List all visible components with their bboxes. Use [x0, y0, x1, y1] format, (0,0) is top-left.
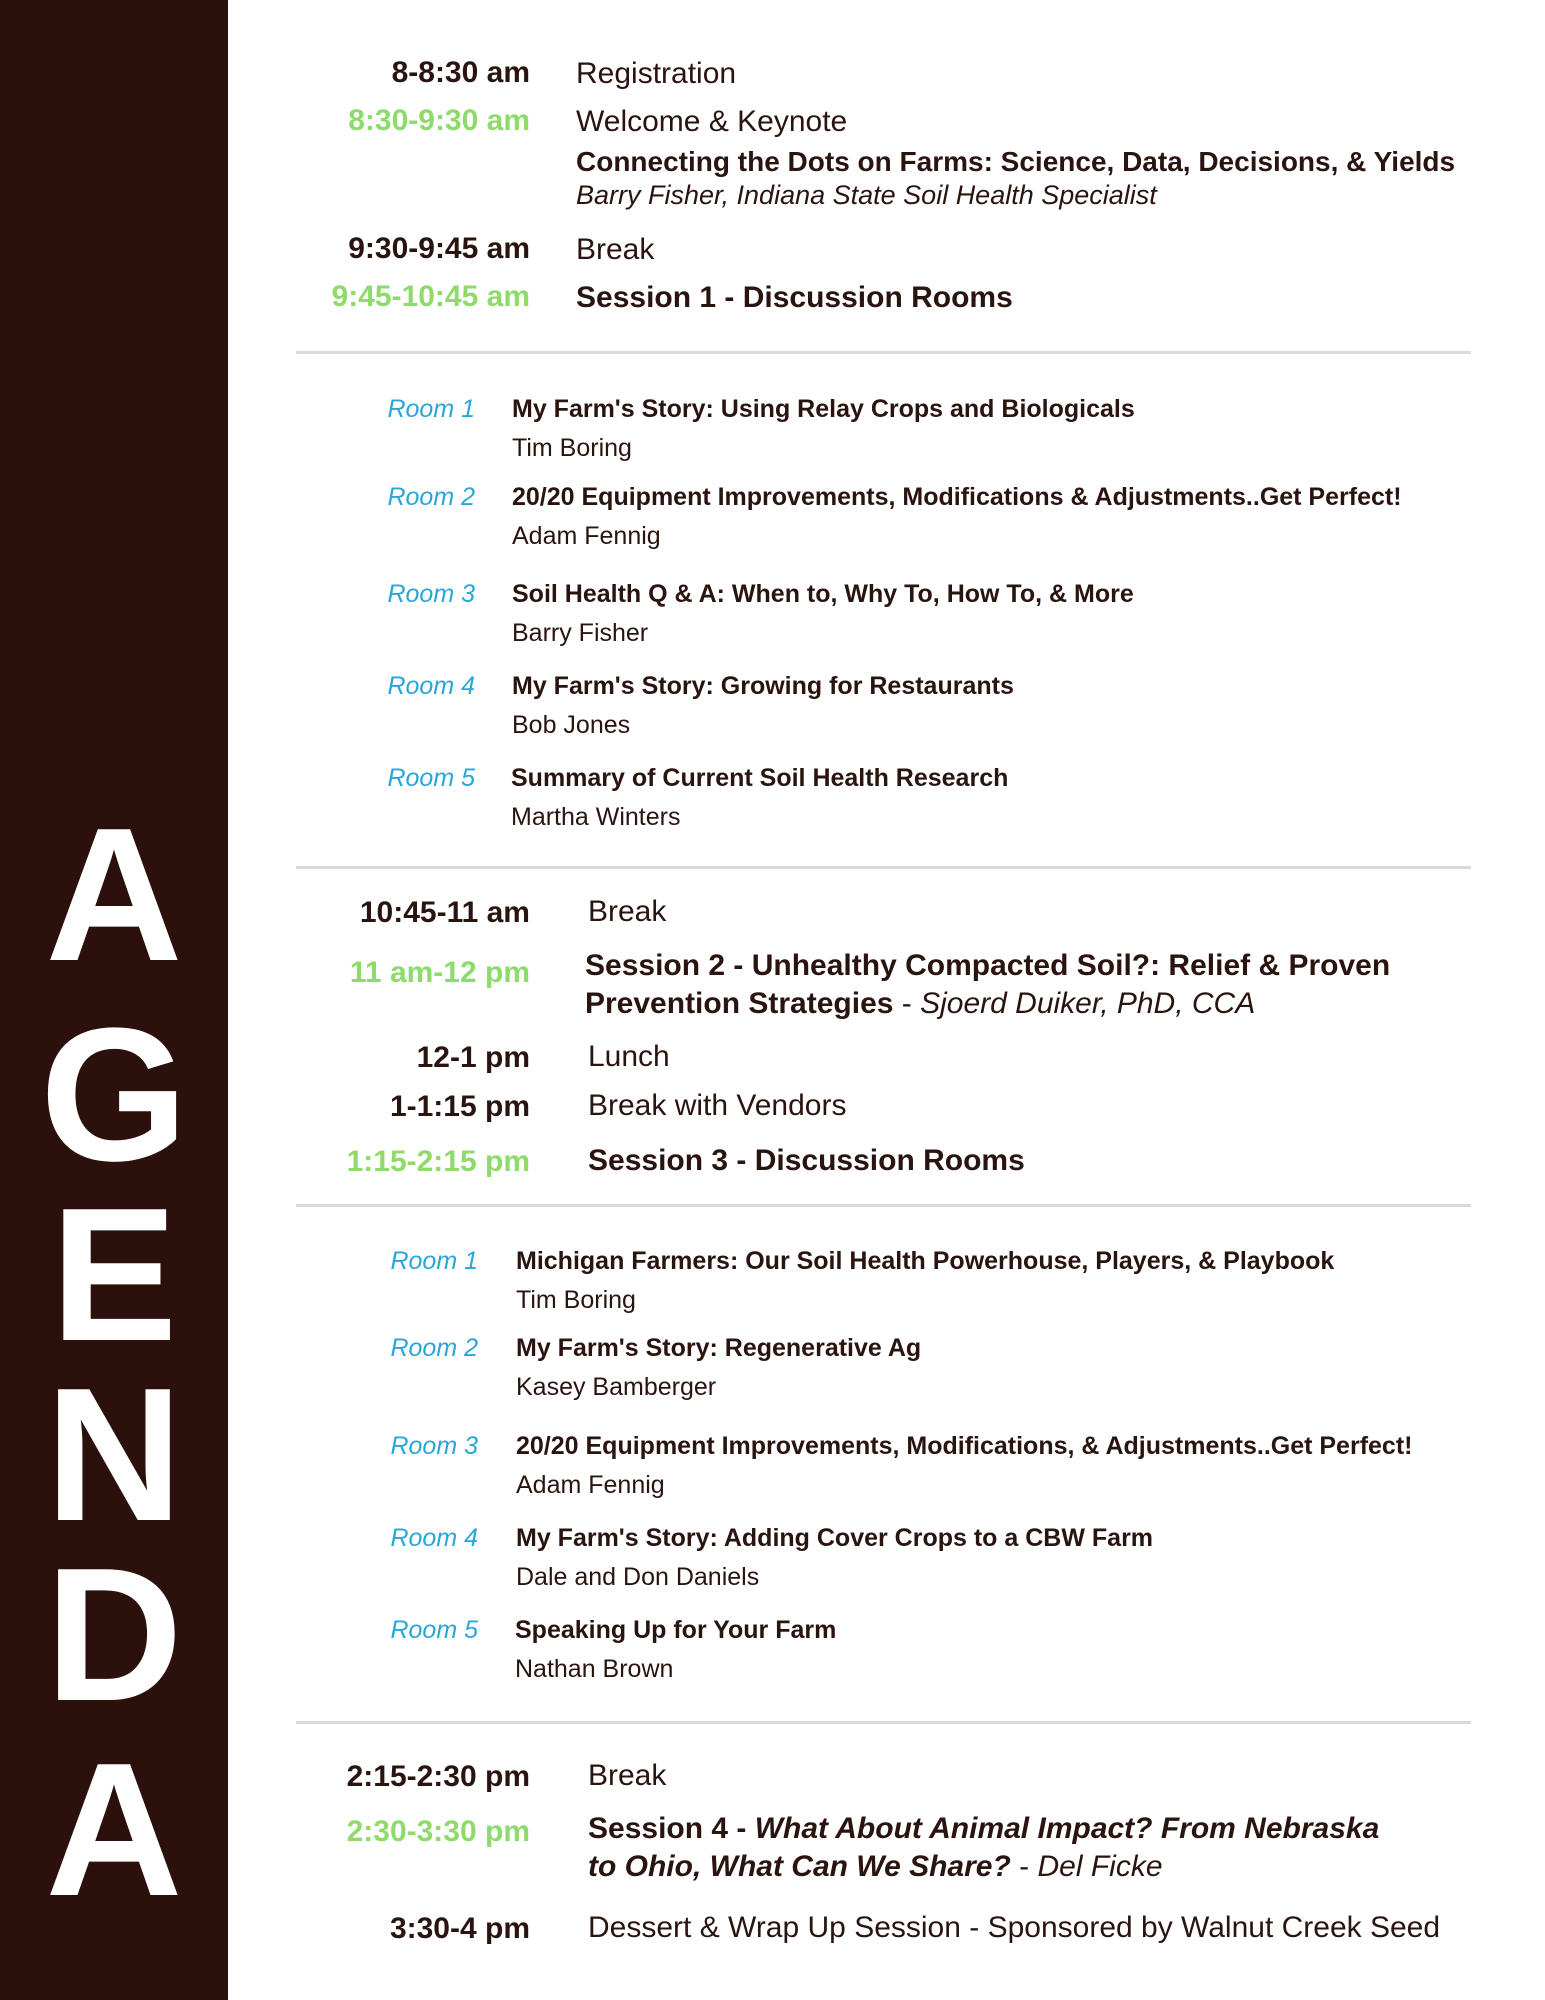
room-session-title: Soil Health Q & A: When to, Why To, How To, & More — [512, 580, 1134, 608]
agenda-item-break: Break — [576, 233, 655, 266]
room-session-speaker: Kasey Bamberger — [516, 1373, 717, 1401]
time-slot: 8:30-9:30 am — [348, 104, 530, 137]
time-slot: 11 am-12 pm — [349, 956, 530, 989]
time-slot: 10:45-11 am — [359, 896, 530, 929]
room-label: Room 1 — [387, 395, 475, 423]
session-2-separator: - — [893, 987, 921, 1020]
room-session-title: My Farm's Story: Regenerative Ag — [516, 1334, 922, 1362]
room-session-title: 20/20 Equipment Improvements, Modifications, & Adjustments..Get Perfect! — [516, 1432, 1413, 1460]
room-session-title: My Farm's Story: Using Relay Crops and Biologicals — [512, 395, 1135, 423]
room-session-speaker: Bob Jones — [512, 711, 631, 739]
room-session-speaker: Adam Fennig — [512, 522, 661, 550]
room-session-title: My Farm's Story: Adding Cover Crops to a CBW Farm — [516, 1524, 1154, 1552]
room-label: Room 4 — [390, 1524, 478, 1552]
session-4-separator: - — [1010, 1850, 1038, 1883]
agenda-letter: N — [45, 1349, 183, 1561]
time-slot: 9:45-10:45 am — [331, 280, 530, 313]
room-label: Room 3 — [390, 1432, 478, 1460]
section-divider — [296, 1204, 1471, 1207]
agenda-item-break: Break — [588, 895, 667, 928]
agenda-item-keynote: Welcome & Keynote — [576, 105, 848, 138]
section-divider — [296, 351, 1471, 354]
room-label: Room 5 — [387, 764, 475, 792]
room-label: Room 2 — [390, 1334, 478, 1362]
room-session-speaker: Barry Fisher — [512, 619, 649, 647]
agenda-item-session-2-title: Session 2 - Unhealthy Compacted Soil?: Relief & Proven — [585, 949, 1391, 982]
room-session-speaker: Tim Boring — [512, 434, 632, 462]
session-2-title-continued: Prevention Strategies — [585, 987, 894, 1020]
time-slot: 1:15-2:15 pm — [346, 1145, 530, 1178]
room-session-speaker: Nathan Brown — [515, 1655, 674, 1683]
room-session-title: 20/20 Equipment Improvements, Modifications & Adjustments..Get Perfect! — [512, 483, 1402, 511]
room-session-speaker: Martha Winters — [511, 803, 681, 831]
section-divider — [296, 866, 1471, 869]
time-slot: 12-1 pm — [416, 1041, 530, 1074]
agenda-item-session-4-line2 — [588, 1848, 1163, 1886]
session-4-speaker: Del Ficke — [1037, 1850, 1163, 1883]
room-session-speaker: Dale and Don Daniels — [516, 1563, 760, 1591]
time-slot: 2:30-3:30 pm — [346, 1815, 530, 1848]
session-4-title-continued: to Ohio, What Can We Share? — [588, 1850, 1011, 1883]
agenda-item-registration: Registration — [576, 57, 737, 90]
room-session-title: Summary of Current Soil Health Research — [511, 764, 1009, 792]
agenda-item-lunch: Lunch — [588, 1040, 670, 1073]
agenda-letter: D — [45, 1529, 183, 1741]
room-label: Room 2 — [387, 483, 475, 511]
room-label: Room 3 — [387, 580, 475, 608]
agenda-item-session-1: Session 1 - Discussion Rooms — [576, 281, 1013, 314]
keynote-speaker: Barry Fisher, Indiana State Soil Health Specialist — [576, 180, 1157, 210]
room-session-speaker: Adam Fennig — [516, 1471, 665, 1499]
time-slot: 3:30-4 pm — [389, 1912, 530, 1945]
agenda-letter: G — [40, 989, 188, 1201]
agenda-item-session-2-line2 — [585, 985, 1255, 1023]
agenda-item-break: Break — [588, 1759, 667, 1792]
agenda-item-vendors: Break with Vendors — [588, 1089, 847, 1122]
room-label: Room 5 — [390, 1616, 478, 1644]
agenda-letter: E — [50, 1169, 178, 1381]
session-2-speaker: Sjoerd Duiker, PhD, CCA — [920, 987, 1256, 1020]
room-session-speaker: Tim Boring — [516, 1286, 636, 1314]
session-4-title: What About Animal Impact? From Nebraska — [754, 1812, 1380, 1845]
room-session-title: My Farm's Story: Growing for Restaurants — [512, 672, 1014, 700]
room-label: Room 1 — [390, 1247, 478, 1275]
time-slot: 1-1:15 pm — [389, 1090, 530, 1123]
section-divider — [296, 1721, 1471, 1724]
session-4-label: Session 4 - — [588, 1812, 755, 1845]
room-session-title: Speaking Up for Your Farm — [515, 1616, 837, 1644]
room-label: Room 4 — [387, 672, 475, 700]
agenda-item-session-4-line1 — [588, 1810, 1379, 1848]
agenda-item-wrap-up: Dessert & Wrap Up Session - Sponsored by Walnut Creek Seed — [588, 1911, 1441, 1944]
time-slot: 9:30-9:45 am — [348, 232, 530, 265]
time-slot: 8-8:30 am — [391, 56, 530, 89]
room-session-title: Michigan Farmers: Our Soil Health Powerhouse, Players, & Playbook — [516, 1247, 1335, 1275]
sidebar — [0, 0, 228, 2000]
time-slot: 2:15-2:30 pm — [346, 1760, 530, 1793]
keynote-title: Connecting the Dots on Farms: Science, Data, Decisions, & Yields — [576, 146, 1456, 177]
agenda-item-session-3: Session 3 - Discussion Rooms — [588, 1144, 1025, 1177]
agenda-letter: A — [45, 1724, 183, 1936]
agenda-letter: A — [45, 789, 183, 1001]
